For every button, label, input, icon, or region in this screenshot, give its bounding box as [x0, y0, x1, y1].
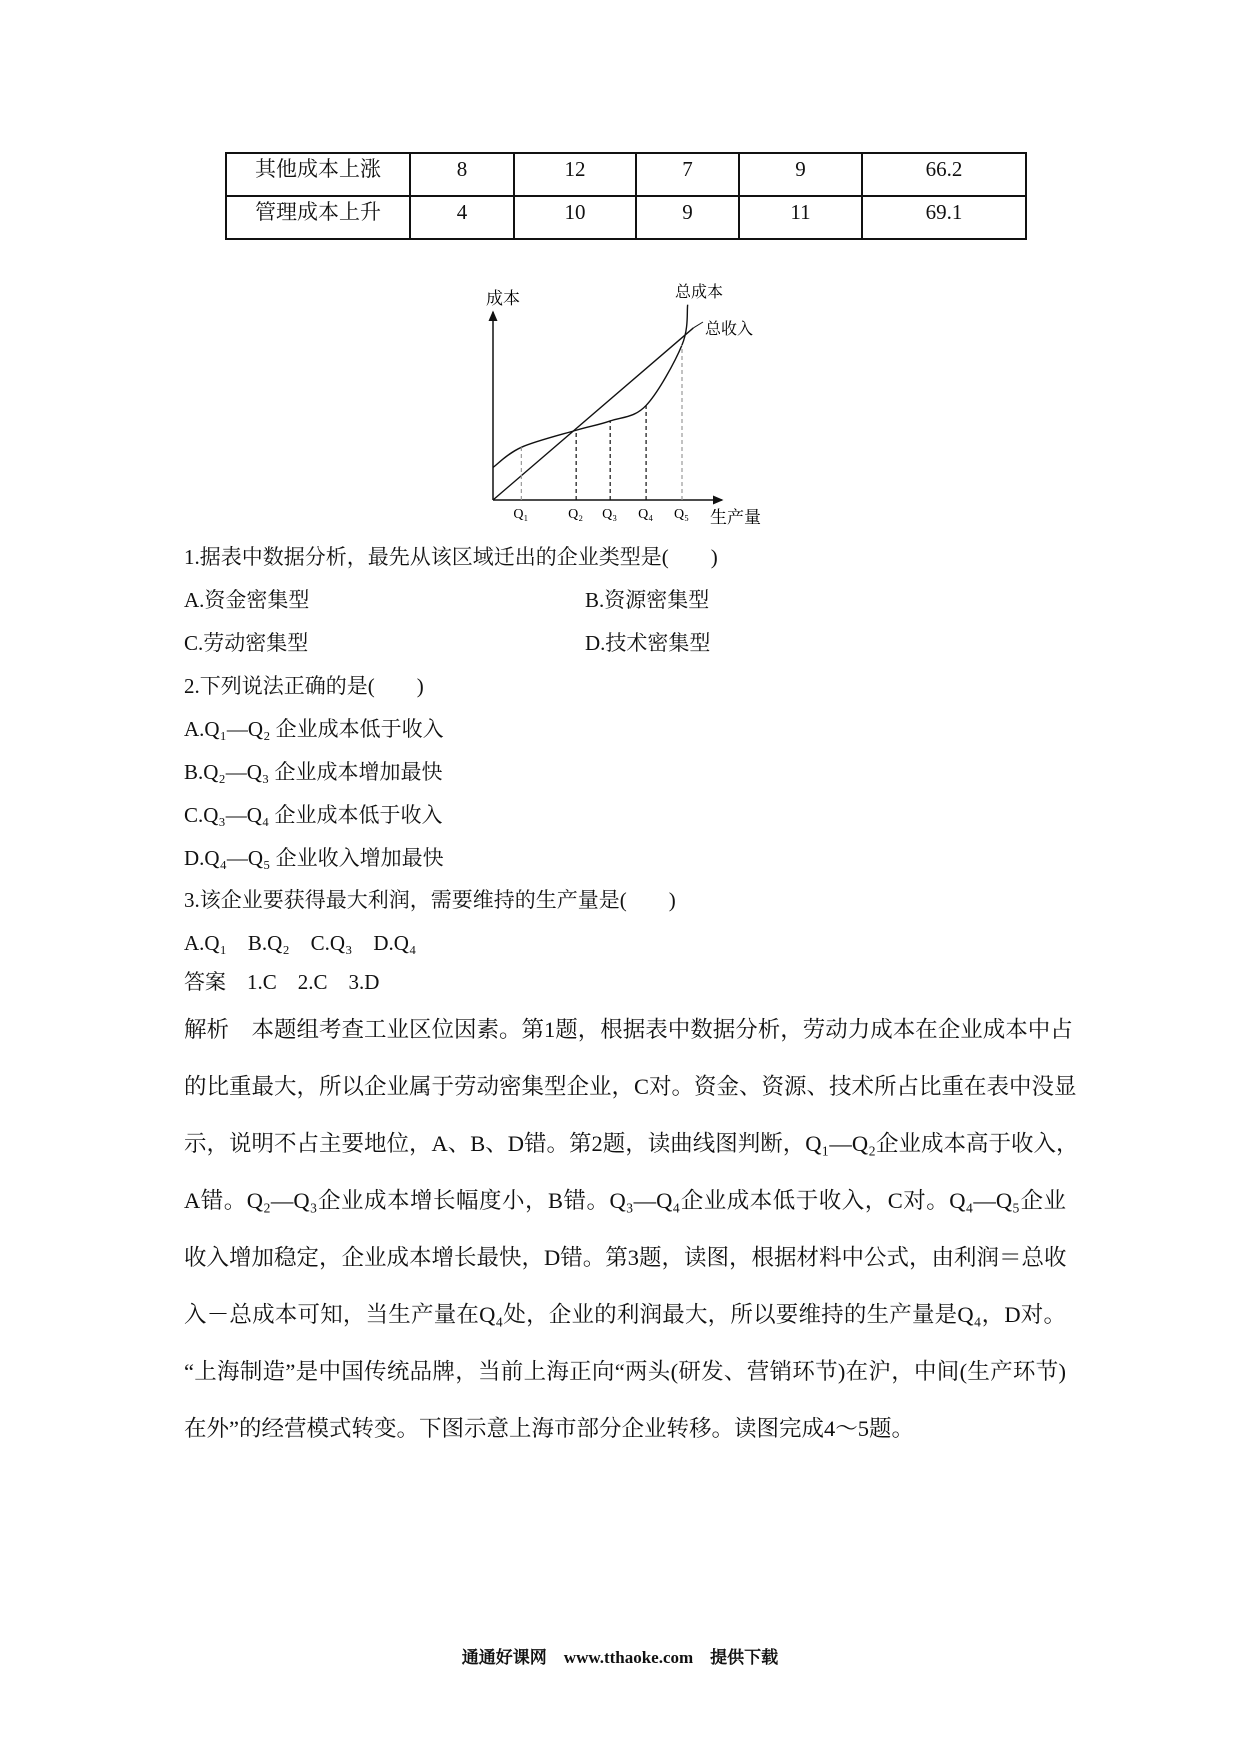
- table-cell: 11: [739, 196, 862, 239]
- question-1-stem: 1.据表中数据分析，最先从该区域迁出的企业类型是( ): [184, 545, 718, 569]
- table-cell: 69.1: [862, 196, 1026, 239]
- question-3-stem: 3.该企业要获得最大利润，需要维持的生产量是( ): [184, 888, 676, 912]
- x-tick-label: Q₁: [513, 507, 529, 522]
- analysis-line: 的比重最大，所以企业属于劳动密集型企业，C对。资金、资源、技术所占比重在表中没显: [184, 1074, 1077, 1099]
- x-tick-label: Q₅: [674, 507, 689, 522]
- analysis-line: 示，说明不占主要地位，A、B、D错。第2题，读曲线图判断，Q₁—Q₂企业成本高于收入，: [184, 1131, 1079, 1156]
- table-cell: 8: [410, 153, 514, 196]
- table-cell: 9: [636, 196, 739, 239]
- total-cost-curve: [493, 305, 688, 468]
- cost-revenue-chart: [0, 0, 1240, 540]
- answer: 答案 1.C 2.C 3.D: [184, 970, 380, 994]
- analysis-line: 解析 本题组考查工业区位因素。第1题，根据表中数据分析，劳动力成本在企业成本中占: [184, 1017, 1073, 1042]
- series-label-total-revenue: 总收入: [705, 321, 754, 338]
- x-axis-label: 生产量: [710, 508, 761, 527]
- x-tick-label: Q₂: [568, 507, 584, 522]
- question-2-stem: 2.下列说法正确的是( ): [184, 674, 424, 698]
- x-tick-label: Q₃: [602, 507, 618, 522]
- revenue-leader-line: [693, 322, 703, 328]
- question-3-options: A.Q₁ B.Q₂ C.Q₃ D.Q₄: [184, 931, 417, 955]
- series-label-total-cost: 总成本: [675, 284, 724, 301]
- question-2-option-c: C.Q₃—Q₄ 企业成本低于收入: [184, 803, 443, 827]
- passage-line: 在外”的经营模式转变。下图示意上海市部分企业转移。读图完成4～5题。: [184, 1416, 914, 1441]
- footer-watermark: 通通好课网 www.tthaoke.com 提供下载: [461, 1648, 779, 1667]
- question-1-option-c: C.劳动密集型: [184, 631, 309, 655]
- question-1-option-d: D.技术密集型: [585, 631, 711, 655]
- question-1-option-a: A.资金密集型: [184, 588, 310, 612]
- table-cell: 66.2: [862, 153, 1026, 196]
- table-cell: 12: [514, 153, 636, 196]
- table-cell: 9: [739, 153, 862, 196]
- question-2-option-d: D.Q₄—Q₅ 企业收入增加最快: [184, 846, 444, 870]
- y-axis-label: 成本: [486, 289, 520, 308]
- table-cell: 7: [636, 153, 739, 196]
- table-cell: 4: [410, 196, 514, 239]
- question-1-option-b: B.资源密集型: [585, 588, 710, 612]
- total-revenue-line: [493, 328, 693, 500]
- row-label: 其他成本上涨: [226, 153, 410, 196]
- x-tick-label: Q₄: [638, 507, 654, 522]
- passage-line: “上海制造”是中国传统品牌，当前上海正向“两头(研发、营销环节)在沪，中间(生产环节): [184, 1359, 1066, 1384]
- table-cell: 10: [514, 196, 636, 239]
- question-2-option-b: B.Q₂—Q₃ 企业成本增加最快: [184, 760, 443, 784]
- analysis-line: 入－总成本可知，当生产量在Q₄处，企业的利润最大，所以要维持的生产量是Q₄，D对。: [184, 1302, 1066, 1327]
- analysis-line: 收入增加稳定，企业成本增长最快，D错。第3题，读图，根据材料中公式，由利润＝总收: [184, 1245, 1067, 1270]
- question-2-option-a: A.Q₁—Q₂ 企业成本低于收入: [184, 717, 444, 741]
- analysis-line: A错。Q₂—Q₃企业成本增长幅度小，B错。Q₃—Q₄企业成本低于收入，C对。Q₄—Q₅企业: [184, 1188, 1066, 1213]
- row-label: 管理成本上升: [226, 196, 410, 239]
